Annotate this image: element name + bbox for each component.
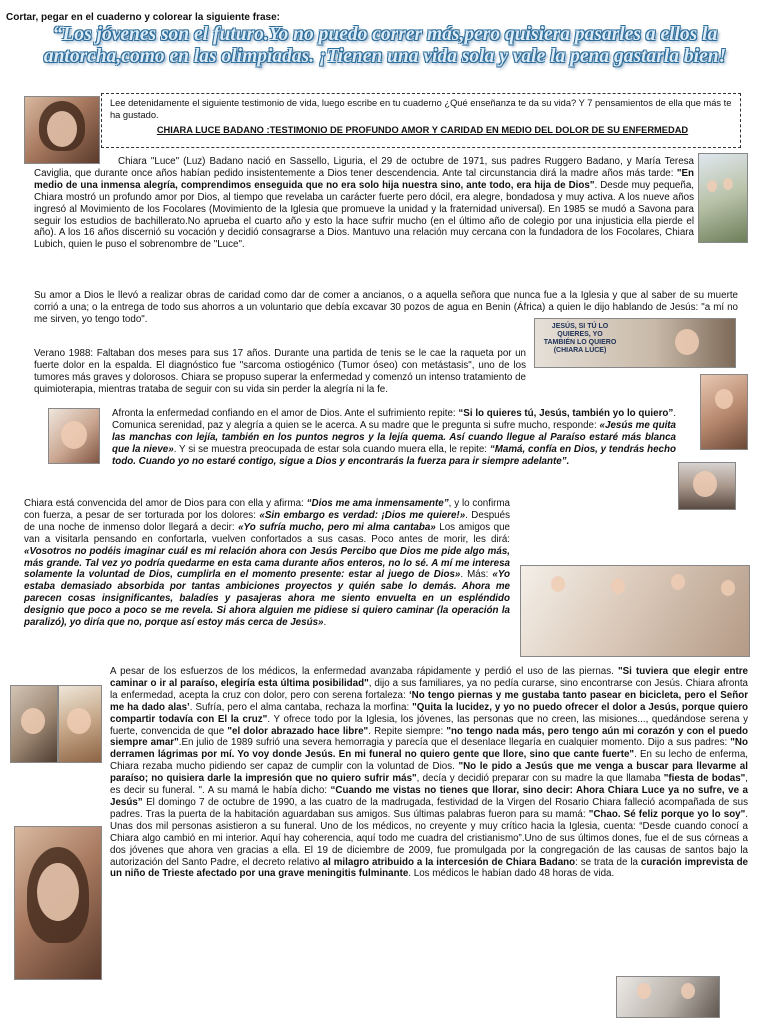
- quote-span: curación imprevista de un niño de Trieste afectado por una grave meningitis fulminante: [110, 856, 749, 880]
- portrait-photo: [24, 96, 100, 164]
- task-prompt: Lee detenidamente el siguiente testimonio de vida, luego escribe en tu cuaderno ¿Qué enseñanza te da su vida? Y 7 pensamientos de ella que más te ha gustado.: [110, 98, 732, 120]
- portrait-photo-large: [14, 826, 102, 980]
- text-span: Los amigos que van a visitarla pensando en confortarla, vuelven confortados a sus casas. Poco antes de morir, les dirá:: [24, 521, 510, 545]
- text-span: .En julio de 1989 sufrió una severa hemorragia y parecía que el desenlace llegaría en cualquier momento. Dijo a sus padres:: [178, 737, 731, 749]
- text-span: El domingo 7 de octubre de 1990, a las cuatro de la madrugada, festividad de la Virgen del Rosario Chiara falleció acompañada de sus padres. Tras la puerta de la habitación aguardaban sus amigos. Sus últimas palabras fueron para su mamá:: [110, 796, 748, 820]
- photo-caption: JESÚS, SI TÚ LO QUIERES, YO TAMBIÉN LO QUIERO (CHIARA LUCE): [543, 323, 617, 354]
- dog-photo: [700, 374, 748, 450]
- quote-span: "Si tuviera que elegir entre caminar o ir al paraíso, elegiría esta última posibilidad": [110, 666, 749, 689]
- quote-span: "Quita la lucidez, y yo no puedo ofrecer el dolor a Jesús, porque quiero compartir todavía con El la cruz": [110, 701, 748, 725]
- text-span: . Sufría, pero el alma cantaba, rechaza la morfina:: [189, 701, 413, 713]
- quote-span: «Yo estaba demasiado absorbida por tantas ambiciones proyectos y quién sabe lo demás. Ahora me parecen cosas insignificantes, baladíes y pasajeras ahora me siento envuelta en un espléndido designio que poco a poco se me revela. Si ahora alguien me pidiese si quiero caminar (la operación la paralizó), yo diría que no, porque así estoy más cerca de Jesús»: [24, 569, 510, 629]
- text-span: , y lo confirma con fuerza, a pesar de ser torturada por los dolores:: [24, 498, 510, 521]
- quote-span: “Cuando me vistas no tienes que llorar, sino decir: Ahora Chiara Luce ya no sufre, ve a Jesús”: [110, 785, 748, 808]
- quote-span: “Dios me ama inmensamente”: [306, 498, 449, 509]
- bed-photo-1: [10, 685, 58, 763]
- instruction-line: Cortar, pegar en el cuaderno y colorear la siguiente frase:: [6, 12, 280, 23]
- quote-span: "En medio de una inmensa alegría, comprendimos enseguida que no era solo hija nuestra sino, ante todo, era hija de Dios": [34, 167, 694, 191]
- text-span: . Más:: [460, 569, 493, 581]
- bed-photo-2: [58, 685, 102, 763]
- quote-span: «Vosotros no podéis imaginar cuál es mi relación ahora con Jesús Percibo que Dios me pide algo más, más grande. Tal vez yo podría quedarme en esta cama durante años enteros, no lo sé. A mí me interesa solamente la voluntad de Dios, cumplirla en el momento presente: estar al juego de Dios»: [24, 545, 510, 581]
- text-span: Su amor a Dios le llevó a realizar obras de caridad como dar de comer a ancianos, o a aquella señora que nunca fue a la Iglesia y que al saber de su muerte corrió a una; o la entrega de todo sus ahorros a un voluntario que debía excavar 30 pozos de agua en Benin (África) a quien le dijo hablando de Jesús: "a mí no me sirven, yo tengo todo".: [34, 290, 738, 325]
- quote-span: "el dolor abrazado hace libre": [227, 725, 369, 737]
- text-span: . Repite siempre:: [368, 725, 447, 737]
- quote-span: «Yo sufría mucho, pero mi alma cantaba»: [238, 521, 436, 533]
- text-span: : se trata de la: [575, 856, 641, 868]
- quote-span: «Jesús me quita las manchas con lejía, también en los puntos negros y la lejía quema. Así cuando llegue al Paraíso estaré más blanca que la nieve»: [112, 419, 677, 455]
- quote-span: "fiesta de bodas": [663, 773, 746, 785]
- quote-span: "no tengo nada más, pero tengo aún mi corazón y con el puedo siempre amar": [110, 725, 748, 749]
- banner-quote: “Los jóvenes son el futuro.Yo no puedo correr más,pero quisiera pasarles a ellos la antorcha,como en las olimpiadas. ¡Tienen una vida sola y vale la pena gastarla bien!: [43, 24, 727, 67]
- text-span: . Comunica serenidad, paz y alegría a quien se le acerca. A su madre que le pregunta si sufre mucho, responde:: [112, 408, 676, 431]
- paragraph-faith: [24, 408, 676, 468]
- paragraph-charity: [34, 290, 738, 326]
- paragraph-final: [110, 666, 748, 880]
- text-span: . Desde muy pequeña, Chiara mostró un profundo amor por Dios, al tiempo que revelaba un carácter fuerte pero dócil, era alegre, bondadosa y muy activa. A los nueve años ingresó al Movimiento de los Focolares (Movimiento de la Iglesia que promueve la unidad y la fraternidad universal). En 1985 se mudó a Savona para seguir los estudios de bachillerato.No aprueba el cuarto año y esto la hace sufrir mucho (en el último año de colegio por una injusticia ella pierde el año). A los 16 años discernió su vocación y decidió consagrarse a Dios. Mantuvo una relación muy cercana con la fundadora de los Focolares, Chiara Lubich, quien le puso el sobrenombre de "Luce".: [34, 179, 694, 251]
- family-photo: [698, 153, 748, 243]
- paragraph-love: [24, 498, 748, 654]
- text-span: Afronta la enfermedad confiando en el amor de Dios. Ante el sufrimiento repite:: [112, 408, 459, 419]
- text-span: Chiara "Luce" (Luz) Badano nació en Sassello, Liguria, el 29 de octubre de 1971, sus padres Ruggero Badano, y María Teresa Caviglia, que durante once años habían pedido insistentemente a Dios tener descendencia. Ante tal circunstancia dirá la madre años más tarde:: [34, 156, 694, 179]
- text-span: . Y si se muestra preocupada de estar sola cuando muera ella, le repite:: [173, 443, 490, 455]
- text-span: .: [323, 617, 327, 629]
- text-span: , decía y decidió preparar con su madre la que llamaba: [416, 773, 664, 785]
- text-span: Verano 1988: Faltaban dos meses para sus 17 años. Durante una partida de tenis se le cae la raqueta por un fuerte dolor en la espalda. El diagnóstico fue "sarcoma ostiogénico (Tumor óseo) con metástasis", uno de los tumores más graves y dolorosos. Chiara se propuso superar la enfermedad y comenzó un intenso tratamiento de quimioterapia, mientras trataba de seguir con su vida sin perder la alegría ni la fe.: [34, 348, 526, 395]
- text-span: . Los médicos le habían dado 48 horas de vida.: [408, 868, 615, 880]
- text-span: . En su lecho de enferma, Chiara rezaba mucho pidiendo ser capaz de cumplir con la voluntad de Dios.: [110, 749, 748, 773]
- task-title: CHIARA LUCE BADANO :TESTIMONIO DE PROFUNDO AMOR Y CARIDAD EN MEDIO DEL DOLOR DE SU ENFERMEDAD: [156, 125, 689, 135]
- text-span: Chiara está convencida del amor de Dios para con ella y afirma:: [24, 498, 307, 509]
- text-span: A pesar de los esfuerzos de los médicos, la enfermedad avanzaba rápidamente y perdió el uso de las piernas.: [110, 666, 618, 677]
- text-span: . Unas dos mil personas asistieron a su funeral. Uno de los médicos, no creyente y muy crítico hacia la Iglesia, cuenta: “Desde cuando conocí a Chiara algo cambió en mi interior. Aquí hay coherencia, aquí todo me cuadra del cristianismo”.Uno de sus últimos dones, fue el de sus córneas a dos jóvenes que ahora ven gracias a ella. El 19 de diciembre de 2009, fue promulgada por la congregación de las causas de santos bajo la autorización del Santo Padre, el decreto relativo: [110, 808, 749, 868]
- quote-span: ‘No tengo piernas y me gustaba tanto pasear en bicicleta, pero el Señor me ha dado alas’: [110, 689, 749, 713]
- text-span: . Y ofrece todo por la Iglesia, los jóvenes, las personas que no creen, las misiones..., quedándose serena y fuerte, convencida de que: [110, 713, 748, 737]
- text-span: . Después de una noche de inmenso dolor llegará a decir:: [24, 509, 510, 533]
- pope-photo: [616, 976, 720, 1018]
- quote-span: "No derramen lágrimas por mí. Yo voy donde Jesús. En mi funeral no quiero gente que llore, sino que cante fuerte": [110, 737, 748, 761]
- paragraph-diagnosis: [34, 348, 526, 396]
- text-span: , dijo a sus familiares, ya no pedía curarse, sino encontrarse con Jesús. Chiara afronta la enfermedad, acepta la cruz con dolor, pero con serena fortaleza:: [110, 677, 748, 701]
- quote-span: "Chao. Sé feliz porque yo lo soy": [588, 808, 746, 820]
- quote-span: "No le pido a Jesús que me venga a buscar para llevarme al paraíso; no quisiera darle la impresión que no quiero sufrir más": [110, 761, 748, 785]
- paragraph-birth: [34, 156, 694, 251]
- quote-span: “Si lo quieres tú, Jesús, también yo lo quiero”: [458, 408, 674, 419]
- quote-span: “Mamá, confía en Dios, y tendrás hecho todo. Cuando yo no estaré contigo, sigue a Dios y encontrarás la fuerza para ir siempre adelante”.: [112, 443, 676, 467]
- text-span: , es decir su funeral. ". A su mamá le había dicho:: [110, 773, 749, 797]
- quote-span: «Sin embargo es verdad: ¡Dios me quiere!»: [259, 509, 466, 521]
- quote-span: al milagro atribuido a la intercesión de Chiara Badano: [322, 856, 576, 868]
